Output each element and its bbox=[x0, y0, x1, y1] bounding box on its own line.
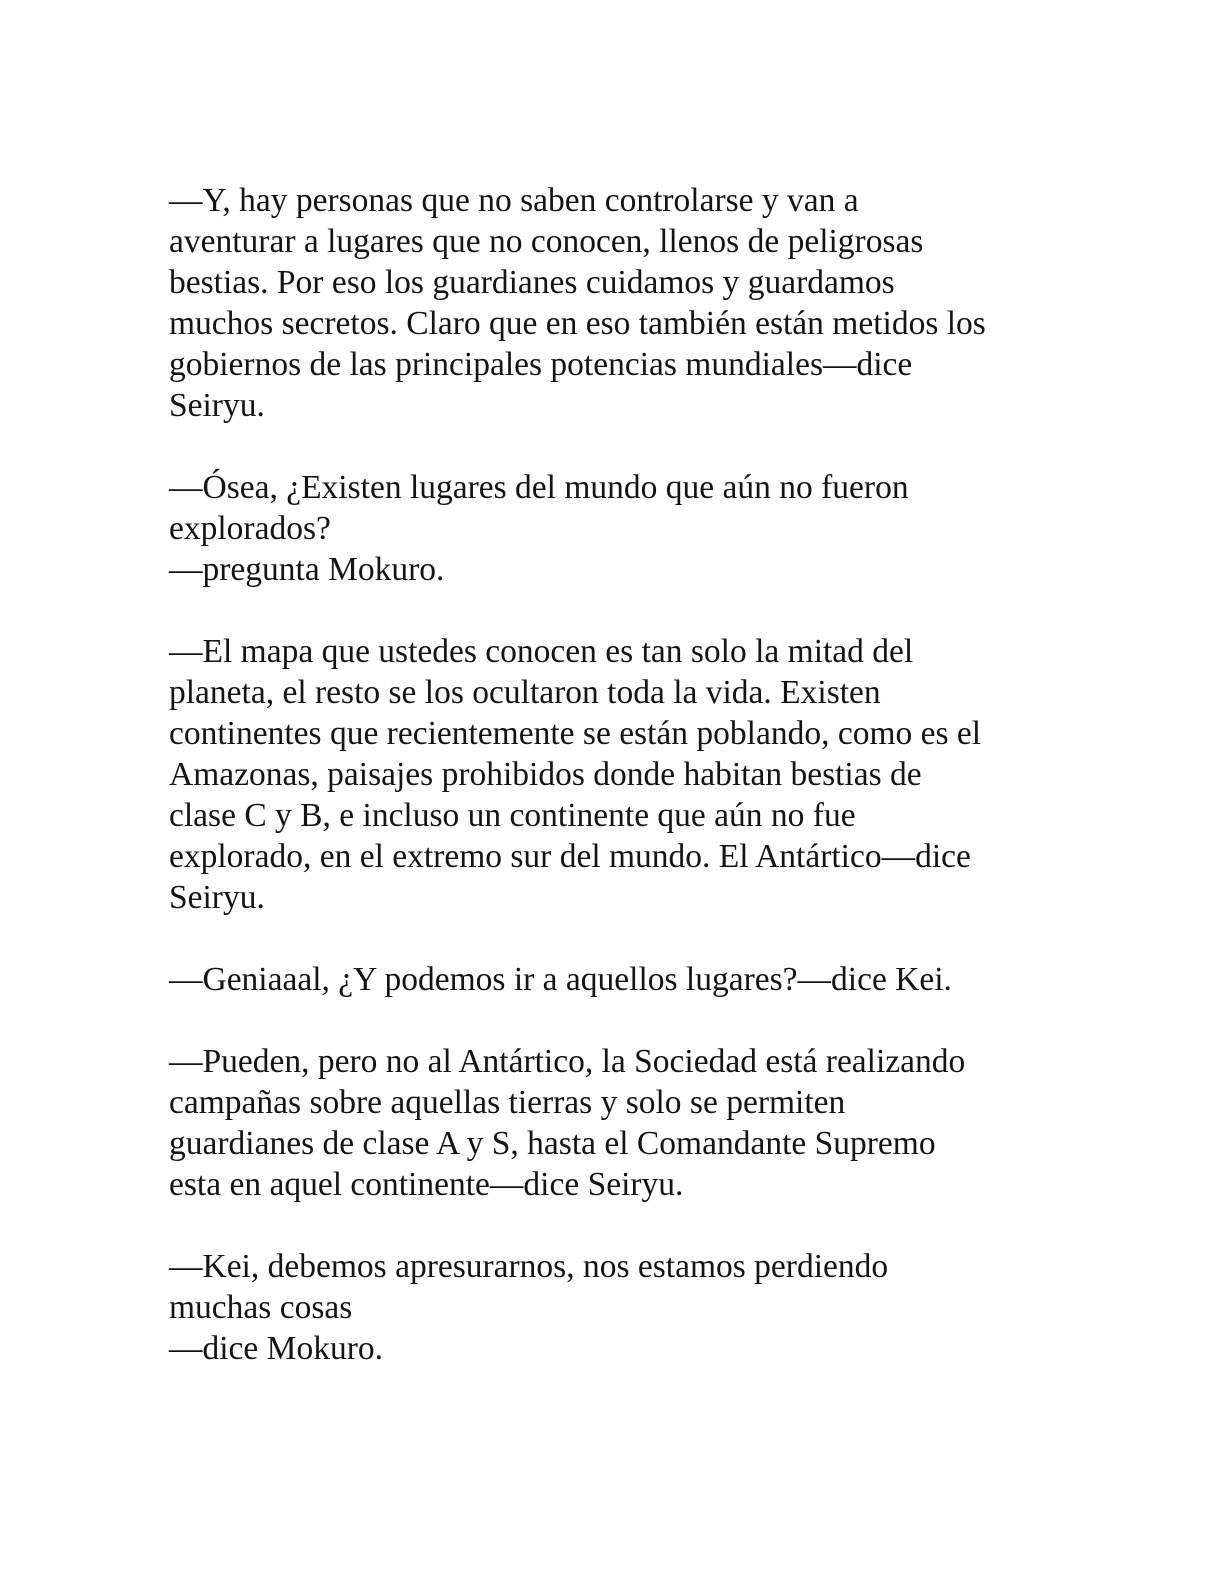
text-line: explorados? bbox=[169, 510, 331, 547]
paragraph-seiryu-map bbox=[169, 631, 1069, 918]
text-line: continentes que recientemente se están poblando, como es el bbox=[169, 715, 982, 752]
paragraph-mokuro-question bbox=[169, 467, 1069, 590]
text-line: —dice Mokuro. bbox=[169, 1330, 383, 1367]
text-line: —Y, hay personas que no saben controlarse y van a bbox=[169, 182, 859, 219]
text-line: explorado, en el extremo sur del mundo. El Antártico—dice bbox=[169, 838, 971, 875]
text-line: —Pueden, pero no al Antártico, la Sociedad está realizando bbox=[169, 1043, 966, 1080]
text-line: —Ósea, ¿Existen lugares del mundo que aún no fueron bbox=[169, 469, 909, 506]
text-line: Seiryu. bbox=[169, 387, 265, 424]
text-line: —El mapa que ustedes conocen es tan solo la mitad del bbox=[169, 633, 914, 670]
text-line: guardianes de clase A y S, hasta el Comandante Supremo bbox=[169, 1125, 936, 1162]
text-line: clase C y B, e incluso un continente que aún no fue bbox=[169, 797, 856, 834]
text-line: —pregunta Mokuro. bbox=[169, 551, 445, 588]
text-line: Amazonas, paisajes prohibidos donde habitan bestias de bbox=[169, 756, 922, 793]
text-line: —Kei, debemos apresurarnos, nos estamos perdiendo bbox=[169, 1248, 889, 1285]
text-line: aventurar a lugares que no conocen, llenos de peligrosas bbox=[169, 223, 924, 260]
paragraph-seiryu-antarctic bbox=[169, 1041, 1069, 1205]
text-line: campañas sobre aquellas tierras y solo se permiten bbox=[169, 1084, 846, 1121]
paragraph-seiryu-secrets bbox=[169, 180, 1069, 426]
text-line: muchas cosas bbox=[169, 1289, 353, 1326]
story-text bbox=[169, 180, 1069, 1410]
text-line: bestias. Por eso los guardianes cuidamos y guardamos bbox=[169, 264, 895, 301]
text-line: esta en aquel continente—dice Seiryu. bbox=[169, 1166, 684, 1203]
paragraph-kei-question bbox=[169, 959, 1069, 1000]
text-line: planeta, el resto se los ocultaron toda la vida. Existen bbox=[169, 674, 881, 711]
text-line: —Geniaaal, ¿Y podemos ir a aquellos lugares?—dice Kei. bbox=[169, 961, 952, 998]
paragraph-mokuro-hurry bbox=[169, 1246, 1069, 1369]
text-line: muchos secretos. Claro que en eso también están metidos los bbox=[169, 305, 986, 342]
text-line: Seiryu. bbox=[169, 879, 265, 916]
text-line: gobiernos de las principales potencias mundiales—dice bbox=[169, 346, 913, 383]
